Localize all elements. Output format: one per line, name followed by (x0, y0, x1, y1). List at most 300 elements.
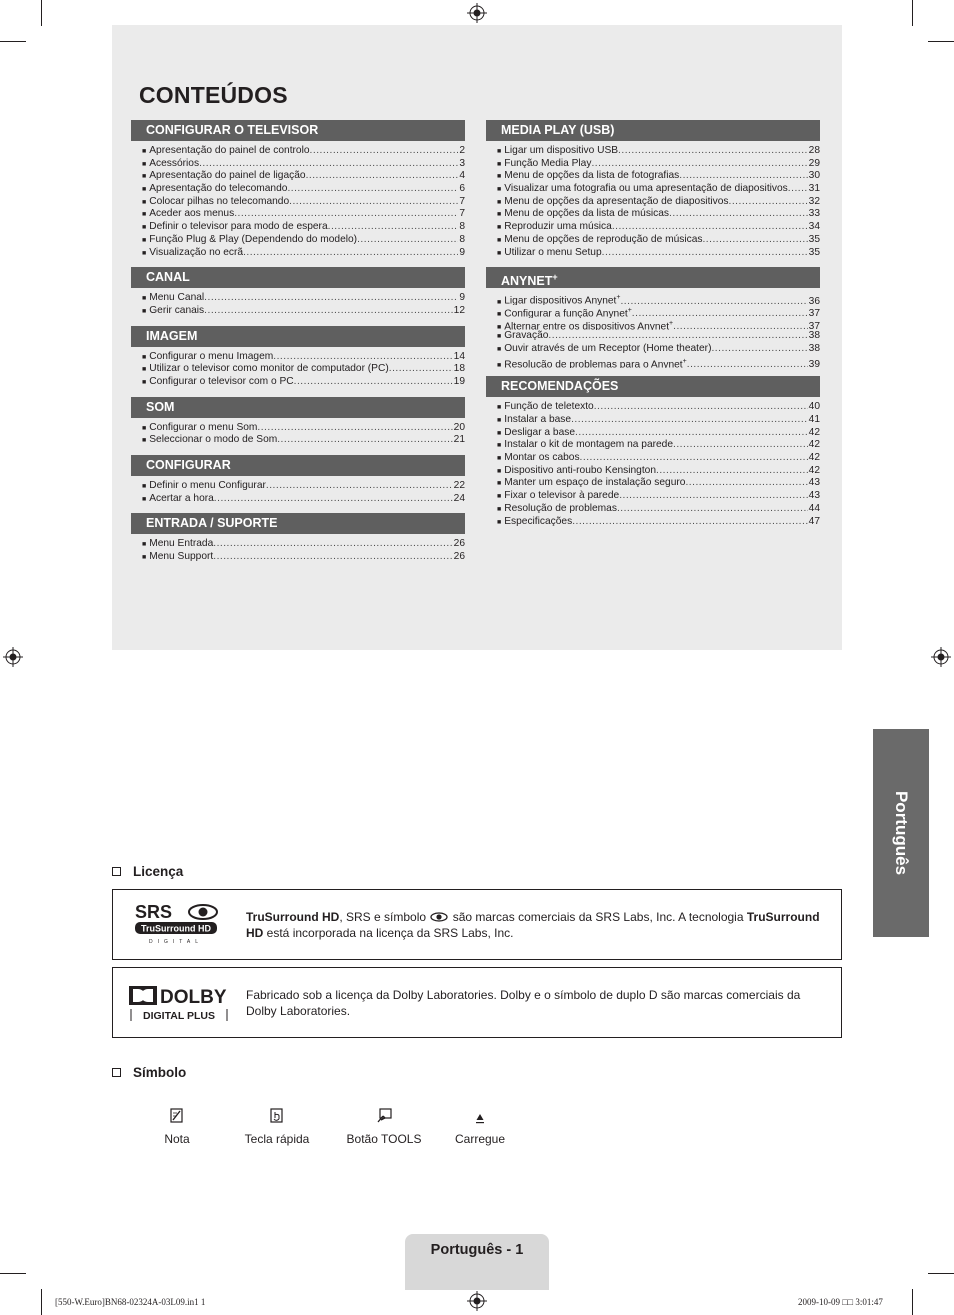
symbol-one-touch (237, 1104, 317, 1146)
toc-item-label-text: Reproduzir uma música (504, 221, 612, 233)
toc-item-label (149, 170, 305, 183)
bullet-square-icon: ■ (497, 480, 502, 488)
toc-item-label (149, 480, 266, 493)
bullet-square-icon: ■ (497, 323, 502, 331)
toc-item-page: 4 (459, 170, 465, 182)
toc-item[interactable] (497, 318, 820, 331)
toc-item-label (149, 422, 257, 435)
toc-item-label-text: Aceder aos menus (149, 208, 235, 220)
toc-item-label-text: Utilizar o televisor como monitor de computador (PC) (149, 363, 389, 375)
tools-icon (376, 1104, 392, 1128)
toc-item-label-text: Acessórios (149, 157, 200, 169)
toc-item-label (504, 477, 685, 490)
toc-item-label-text: Menu de opções da apresentação de diapositivos (504, 195, 729, 207)
srs-text-1: , SRS e símbolo (339, 910, 430, 924)
toc-section-title-text: MEDIA PLAY (USB) (501, 123, 615, 137)
srs-bold-2: TruSurround HD (246, 910, 820, 940)
toc-item-label-text: Configurar o menu Imagem (149, 350, 274, 362)
toc-item-page: 26 (453, 551, 465, 563)
bullet-square-icon: ■ (497, 518, 502, 526)
toc-item-label-text: Visualizar uma fotografia ou uma apresentação de diapositivos (504, 183, 788, 195)
bullet-square-icon: ■ (142, 541, 147, 549)
license-heading (112, 864, 183, 879)
toc-item-page: 43 (808, 490, 820, 502)
toc-item-page: 2 (459, 145, 465, 156)
toc-item-label (149, 234, 357, 247)
toc-item[interactable] (497, 330, 820, 343)
bullet-square-icon: ■ (497, 160, 502, 168)
press-icon (474, 1104, 486, 1128)
toc-item[interactable] (142, 292, 465, 305)
toc-leader-dots (594, 401, 808, 414)
dolby-logo (129, 985, 229, 1028)
toc-item-page: 8 (459, 233, 465, 245)
toc-leader-dots (548, 330, 807, 343)
toc-item[interactable] (142, 422, 465, 435)
toc-item[interactable] (142, 145, 465, 158)
toc-item-label (149, 145, 309, 158)
bullet-square-icon: ■ (497, 404, 502, 412)
toc-item-label (149, 376, 293, 389)
toc-section-title (131, 455, 465, 476)
page-title: CONTEÚDOS (139, 82, 288, 108)
bullet-square-icon: ■ (497, 429, 502, 437)
toc-section-title-text: SOM (146, 399, 175, 414)
crop-mark (41, 0, 42, 26)
toc-item-list (131, 141, 465, 259)
toc-item[interactable] (497, 292, 820, 305)
toc-item-page: 38 (808, 330, 820, 342)
toc-item-label (504, 158, 591, 171)
toc-item-page: 38 (808, 342, 820, 354)
toc-item-label (149, 351, 273, 364)
toc-section (131, 326, 465, 389)
toc-item-label-text: Definir o televisor para modo de espera (149, 221, 328, 233)
toc-item-page: 41 (808, 414, 820, 425)
toc-leader-dots (669, 208, 808, 221)
page-number-tab (405, 1234, 549, 1290)
toc-item-label (504, 427, 575, 440)
toc-item-page: 12 (453, 304, 465, 316)
toc-item[interactable] (497, 247, 820, 260)
toc-item-label-sup: + (627, 306, 632, 314)
toc-item-label (504, 170, 679, 183)
toc-leader-dots (257, 422, 452, 435)
toc-item-page: 7 (459, 208, 465, 220)
srs-symbol-icon (429, 912, 449, 922)
bullet-square-icon: ■ (497, 186, 502, 194)
bullet-square-icon: ■ (497, 311, 502, 318)
dolby-logo-icon (129, 985, 229, 1023)
bullet-square-icon: ■ (142, 307, 147, 315)
toc-section-title (486, 267, 820, 288)
toc-item-label (149, 363, 389, 376)
bullet-square-icon: ■ (142, 483, 147, 490)
bullet-square-icon: ■ (142, 437, 147, 445)
srs-logo-sub: DIGITAL (148, 939, 204, 944)
symbol-label: Tecla rápida (244, 1132, 310, 1146)
toc-item[interactable] (497, 170, 820, 183)
toc-section-title-text: RECOMENDAÇÕES (501, 379, 619, 394)
toc-leader-dots (389, 363, 453, 376)
toc-item-label (504, 465, 656, 478)
toc-item-label (149, 551, 213, 564)
toc-item-list (131, 418, 465, 447)
toc-item-label (504, 401, 593, 414)
bullet-square-icon: ■ (497, 362, 502, 369)
toc-item-label (149, 493, 214, 506)
toc-item-list (131, 534, 465, 563)
toc-item-list (486, 141, 820, 259)
srs-license-text (246, 909, 829, 941)
toc-item-label (504, 145, 618, 158)
bullet-square-icon: ■ (497, 211, 502, 219)
toc-item-page: 7 (459, 195, 465, 207)
toc-leader-dots (729, 196, 808, 209)
toc-item-page: 33 (808, 208, 820, 220)
toc-item-label-text: Função Plug & Play (Dependendo do modelo) (149, 233, 358, 245)
dolby-logo-text: DOLBY (160, 987, 227, 1008)
toc-leader-dots (357, 234, 458, 247)
toc-item-page: 42 (808, 452, 820, 464)
bullet-square-icon: ■ (142, 249, 147, 257)
toc-item-label (504, 490, 619, 503)
toc-item-label-text: Menu Entrada (149, 538, 214, 550)
toc-item-label (149, 292, 204, 305)
toc-leader-dots (673, 439, 808, 452)
toc-item-label (504, 330, 548, 343)
toc-item-page: 34 (808, 221, 820, 233)
bullet-square-icon: ■ (142, 160, 147, 168)
symbols-heading-label: Símbolo (133, 1065, 187, 1080)
toc-section (131, 513, 465, 563)
toc-item[interactable] (142, 551, 465, 564)
toc-item-page: 3 (459, 157, 465, 169)
toc-item-label (504, 247, 601, 260)
toc-item[interactable] (497, 356, 820, 369)
toc-item[interactable] (142, 158, 465, 171)
toc-item-label (504, 356, 687, 369)
toc-item-page: 37 (808, 308, 820, 318)
bullet-square-icon: ■ (497, 417, 502, 424)
toc-item-page: 22 (453, 480, 465, 491)
dolby-license-box (112, 967, 842, 1038)
toc-item[interactable] (142, 538, 465, 551)
symbol-label: Nota (164, 1132, 190, 1146)
registration-mark-icon (3, 647, 23, 667)
toc-leader-dots (306, 170, 459, 183)
toc-leader-dots (213, 538, 452, 551)
bullet-square-icon: ■ (497, 173, 502, 181)
toc-leader-dots (243, 247, 458, 260)
toc-item-label-text: Ouvir através de um Receptor (Home theater) (504, 342, 712, 354)
toc-item[interactable] (142, 234, 465, 247)
toc-section (486, 376, 820, 528)
toc-item-label-text: Configurar a função Anynet (504, 308, 628, 318)
bullet-square-icon: ■ (142, 353, 147, 361)
toc-leader-dots (294, 376, 453, 389)
toc-leader-dots (687, 359, 808, 368)
bullet-square-icon: ■ (497, 236, 502, 244)
bullet-square-icon: ■ (497, 345, 502, 353)
toc-item-page: 29 (808, 157, 820, 169)
toc-item[interactable] (497, 221, 820, 234)
toc-leader-dots (612, 221, 808, 234)
toc-item-label-text: Seleccionar o modo de Som (149, 434, 278, 446)
toc-item[interactable] (497, 427, 820, 440)
toc-leader-dots (617, 503, 808, 516)
toc-column-right (486, 120, 820, 536)
srs-license-box (112, 889, 842, 960)
bullet-square-icon: ■ (142, 236, 147, 244)
srs-text-2: são marcas comerciais da SRS Labs, Inc. A tecnologia (449, 910, 747, 924)
toc-section-title (131, 120, 465, 141)
toc-leader-dots (580, 452, 808, 465)
toc-leader-dots (679, 170, 807, 183)
footer-file-info: [550-W.Euro]BN68-02324A-03L09.in1 1 (55, 1297, 206, 1307)
toc-leader-dots (571, 414, 808, 427)
srs-text-3: está incorporada na licença da SRS Labs, Inc. (263, 926, 514, 940)
bullet-square-icon: ■ (142, 173, 147, 181)
toc-item[interactable] (142, 493, 465, 506)
toc-leader-dots (277, 434, 452, 447)
toc-item-label-text: Gravação (504, 330, 549, 342)
toc-section-title-text: IMAGEM (146, 328, 198, 343)
toc-item-label (149, 538, 213, 551)
toc-item[interactable] (142, 434, 465, 447)
toc-item-label-sup: + (669, 319, 674, 327)
toc-item[interactable] (497, 234, 820, 247)
srs-logo-badge: TruSurround HD (141, 923, 211, 934)
srs-logo (131, 902, 223, 949)
crop-mark (912, 0, 913, 26)
crop-mark (912, 1289, 913, 1315)
bullet-square-icon: ■ (497, 493, 502, 501)
toc-section-title-text: ENTRADA / SUPORTE (146, 516, 278, 531)
toc-column-left (131, 120, 465, 572)
toc-item[interactable] (142, 221, 465, 234)
toc-item-label-sup: + (616, 294, 621, 302)
bullet-square-icon: ■ (497, 198, 502, 206)
footer-timestamp: 2009-10-09 □□ 3:01:47 (798, 1297, 883, 1307)
toc-item-list (486, 288, 820, 368)
toc-item-page: 40 (808, 401, 820, 413)
toc-item-page: 35 (808, 246, 820, 258)
toc-section-title-text: CANAL (146, 270, 190, 285)
toc-item-label (504, 516, 572, 529)
registration-mark-icon (931, 647, 951, 667)
checkbox-square-icon (112, 1068, 121, 1077)
toc-item[interactable] (497, 145, 820, 158)
toc-item[interactable] (142, 480, 465, 493)
toc-section-title-text: CONFIGURAR O TELEVISOR (146, 123, 319, 137)
toc-item-label-text: Menu Support (149, 551, 214, 563)
toc-item-label-text: Colocar pilhas no telecomando (149, 195, 290, 207)
dolby-logo-sub: DIGITAL PLUS (143, 1010, 215, 1022)
toc-leader-dots (328, 221, 459, 234)
toc-item-label-text: Visualização no ecrã (149, 246, 244, 258)
crop-mark (0, 41, 26, 42)
toc-item[interactable] (497, 208, 820, 221)
toc-item-label-text: Alternar entre os dispositivos Anynet (504, 320, 670, 331)
symbol-note (147, 1104, 207, 1146)
toc-item[interactable] (497, 490, 820, 503)
registration-mark-icon (467, 1291, 487, 1311)
toc-section (131, 120, 465, 259)
toc-item[interactable] (497, 343, 820, 356)
toc-item-page: 35 (808, 233, 820, 245)
toc-item-label (504, 221, 612, 234)
page-number: Português - 1 (430, 1242, 524, 1258)
toc-item[interactable] (142, 170, 465, 183)
toc-item-label (504, 183, 788, 196)
toc-item-page: 31 (808, 183, 820, 195)
toc-item-label-text: Manter um espaço de instalação seguro (504, 477, 686, 489)
toc-leader-dots (619, 490, 807, 503)
toc-section-title (131, 513, 465, 534)
toc-item-page: 47 (808, 515, 820, 527)
toc-item[interactable] (497, 477, 820, 490)
toc-item-list (131, 347, 465, 389)
toc-item[interactable] (142, 363, 465, 376)
bullet-square-icon: ■ (497, 455, 502, 463)
toc-item-page: 21 (453, 434, 465, 446)
toc-leader-dots (702, 234, 807, 247)
toc-section (131, 455, 465, 505)
toc-leader-dots (199, 158, 458, 171)
bullet-square-icon: ■ (497, 148, 502, 155)
toc-item-label (504, 503, 617, 516)
toc-item-label (504, 292, 620, 305)
toc-item-page: 19 (453, 375, 465, 387)
toc-section-title (131, 326, 465, 347)
toc-item[interactable] (497, 414, 820, 427)
toc-item-label (504, 452, 579, 465)
toc-item-label-text: Dispositivo anti-roubo Kensington (504, 464, 657, 476)
toc-item-list (131, 288, 465, 317)
toc-item[interactable] (497, 439, 820, 452)
toc-section (131, 397, 465, 447)
toc-section-title (486, 120, 820, 141)
toc-item-page: 26 (453, 538, 465, 550)
bullet-square-icon: ■ (142, 198, 147, 206)
checkbox-square-icon (112, 867, 121, 876)
toc-item-label-text: Menu de opções da lista de fotografias (504, 170, 680, 182)
toc-item-page: 9 (459, 246, 465, 258)
bullet-square-icon: ■ (142, 554, 147, 562)
bullet-square-icon: ■ (142, 148, 147, 155)
language-tab-label: Português (892, 790, 911, 876)
toc-item[interactable] (142, 305, 465, 318)
toc-item-label-text: Configurar o menu Som (149, 421, 258, 433)
registration-mark-icon (467, 3, 487, 23)
bullet-square-icon: ■ (497, 224, 502, 232)
toc-leader-dots (287, 183, 458, 196)
toc-item-page: 6 (459, 183, 465, 195)
toc-leader-dots (602, 247, 808, 260)
crop-mark (928, 41, 954, 42)
toc-item-label-text: Definir o menu Configurar (149, 480, 266, 491)
toc-item[interactable] (497, 401, 820, 414)
toc-item[interactable] (497, 465, 820, 478)
toc-item-label-text: Configurar o televisor com o PC (149, 375, 294, 387)
toc-leader-dots (214, 493, 453, 506)
toc-item-label (504, 196, 728, 209)
toc-item[interactable] (142, 247, 465, 260)
toc-item-label (149, 183, 287, 196)
toc-item-label-text: Ligar um dispositivo USB (504, 145, 619, 156)
toc-item[interactable] (142, 376, 465, 389)
toc-item-label (149, 208, 234, 221)
srs-logo-text: SRS (135, 902, 173, 922)
toc-item-page: 24 (453, 492, 465, 504)
toc-item[interactable] (142, 351, 465, 364)
toc-item-label-text: Especificações (504, 515, 573, 527)
toc-section (131, 267, 465, 317)
toc-item[interactable] (497, 158, 820, 171)
toc-item-label-text: Fixar o televisor à parede (504, 490, 620, 502)
toc-leader-dots (234, 208, 458, 221)
toc-item-label-text: Apresentação do telecomando (149, 183, 288, 195)
toc-item-list (486, 397, 820, 528)
toc-item[interactable] (142, 183, 465, 196)
toc-item-page: 36 (808, 295, 820, 305)
toc-item-page: 30 (808, 170, 820, 182)
toc-item-label-text: Função Media Play (504, 157, 592, 169)
toc-item-label (149, 305, 204, 318)
toc-item-label (504, 234, 702, 247)
toc-section (486, 267, 820, 368)
toc-leader-dots (273, 351, 452, 364)
dolby-license-text: Fabricado sob a licença da Dolby Laboratories. Dolby e o símbolo de duplo D são marcas comerciais da Dolby Laboratories. (246, 988, 801, 1018)
toc-item[interactable] (142, 196, 465, 209)
bullet-square-icon: ■ (497, 505, 502, 513)
toc-item-page: 44 (808, 502, 820, 514)
toc-item-label-text: Instalar a base (504, 414, 572, 425)
bullet-square-icon: ■ (497, 442, 502, 450)
toc-item[interactable] (497, 196, 820, 209)
toc-item-label-text: Utilizar o menu Setup (504, 246, 602, 258)
toc-section-title (131, 267, 465, 288)
toc-item-page: 14 (453, 350, 465, 362)
toc-section-title-text: CONFIGURAR (146, 458, 231, 472)
toc-section-title-text: ANYNET (501, 274, 553, 289)
bullet-square-icon: ■ (497, 467, 502, 475)
toc-item[interactable] (497, 305, 820, 318)
toc-item-page: 43 (808, 477, 820, 489)
toc-item[interactable] (497, 503, 820, 516)
toc-item-label-text: Menu Canal (149, 292, 205, 304)
toc-item[interactable] (497, 452, 820, 465)
toc-item[interactable] (497, 516, 820, 529)
toc-item-label (504, 305, 632, 318)
toc-leader-dots (685, 477, 807, 490)
toc-item-label-text: Resolução de problemas para o Anynet (504, 359, 683, 369)
toc-item-label-text: Menu de opções de reprodução de músicas (504, 233, 703, 245)
toc-leader-dots (620, 296, 807, 305)
note-icon (170, 1104, 184, 1128)
toc-item-page: 42 (808, 464, 820, 476)
toc-section-title-sup: + (552, 272, 558, 283)
toc-item[interactable] (497, 183, 820, 196)
toc-leader-dots (711, 343, 807, 356)
toc-item-label-text: Desligar a base (504, 426, 576, 438)
toc-item-label (504, 439, 673, 452)
toc-item-label-text: Resolução de problemas (504, 502, 617, 514)
toc-leader-dots (632, 308, 808, 317)
toc-item-label (504, 414, 571, 427)
toc-item[interactable] (142, 208, 465, 221)
